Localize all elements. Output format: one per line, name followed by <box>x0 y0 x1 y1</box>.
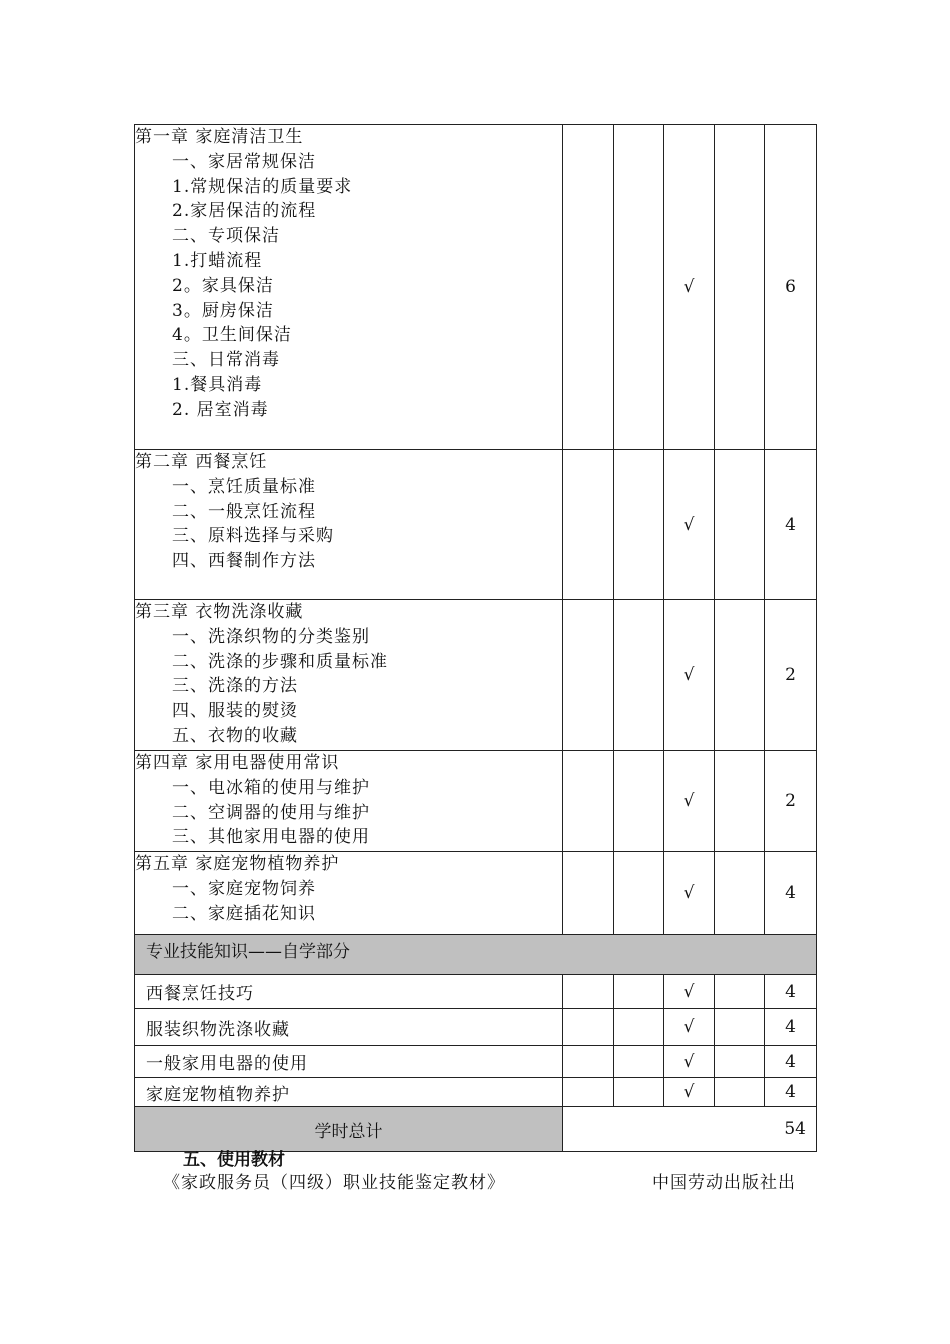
chapter-item: 2。家具保洁 <box>172 275 274 296</box>
chapter-title: 第五章 家庭宠物植物养护 <box>135 854 340 874</box>
chapter-item: 三、洗涤的方法 <box>172 676 298 697</box>
chapter-row <box>135 751 817 852</box>
hours-value: 6 <box>765 125 817 450</box>
chapter-item: 二、专项保洁 <box>172 226 280 247</box>
hours-value: 4 <box>765 450 817 600</box>
chapter-item: 五、衣物的收藏 <box>172 725 298 746</box>
hours-value: 4 <box>765 1078 817 1107</box>
chapter-content <box>135 852 563 935</box>
empty-cell <box>563 1046 614 1078</box>
chapter-item: 三、日常消毒 <box>172 350 280 371</box>
empty-cell <box>715 600 765 751</box>
check-mark: √ <box>664 450 715 600</box>
empty-cell <box>715 450 765 600</box>
chapter-title: 第二章 西餐烹饪 <box>135 452 268 472</box>
empty-cell <box>563 975 614 1009</box>
chapter-title: 第一章 家庭清洁卫生 <box>135 127 304 147</box>
chapter-content <box>135 600 563 751</box>
check-mark: √ <box>664 852 715 935</box>
chapter-row <box>135 450 817 600</box>
chapter-title: 第四章 家用电器使用常识 <box>135 753 340 773</box>
empty-cell <box>715 975 765 1009</box>
check-mark: √ <box>664 1009 715 1046</box>
empty-cell <box>614 1046 664 1078</box>
total-label: 学时总计 <box>135 1107 563 1152</box>
chapter-item: 3。厨房保洁 <box>172 300 274 321</box>
empty-cell <box>563 751 614 852</box>
chapter-item: 一、电冰箱的使用与维护 <box>172 777 370 798</box>
chapter-item: 4。卫生间保洁 <box>172 325 292 346</box>
check-mark: √ <box>664 125 715 450</box>
empty-cell <box>614 1009 664 1046</box>
section-heading-textbook: 五、使用教材 <box>183 1150 285 1170</box>
empty-cell <box>614 125 664 450</box>
chapter-content <box>135 450 563 600</box>
syllabus-table <box>134 124 817 1152</box>
empty-cell <box>614 852 664 935</box>
check-mark: √ <box>664 751 715 852</box>
empty-cell <box>614 600 664 751</box>
chapter-item: 一、家庭宠物饲养 <box>172 878 316 899</box>
chapter-item: 1.餐具消毒 <box>172 374 263 395</box>
self-study-header-row <box>135 935 817 975</box>
empty-cell <box>563 1009 614 1046</box>
empty-cell <box>563 450 614 600</box>
chapter-item: 2. 居室消毒 <box>172 399 269 420</box>
hours-value: 4 <box>765 975 817 1009</box>
check-mark: √ <box>664 1046 715 1078</box>
chapter-item: 1.常规保洁的质量要求 <box>172 176 353 197</box>
chapter-item: 一、烹饪质量标准 <box>172 476 316 497</box>
chapter-item: 2.家居保洁的流程 <box>172 201 317 222</box>
textbook-publisher: 中国劳动出版社出 <box>652 1173 796 1193</box>
empty-cell <box>715 1078 765 1107</box>
self-study-row <box>135 1078 817 1107</box>
check-mark: √ <box>664 975 715 1009</box>
self-study-topic: 一般家用电器的使用 <box>135 1046 563 1078</box>
hours-value: 4 <box>765 1046 817 1078</box>
chapter-item: 二、一般烹饪流程 <box>172 501 316 522</box>
self-study-row <box>135 1046 817 1078</box>
empty-cell <box>614 450 664 600</box>
empty-cell <box>614 751 664 852</box>
self-study-topic: 家庭宠物植物养护 <box>135 1078 563 1107</box>
empty-cell <box>563 1078 614 1107</box>
chapter-title: 第三章 衣物洗涤收藏 <box>135 602 304 622</box>
chapter-row <box>135 125 817 450</box>
empty-cell <box>563 852 614 935</box>
chapter-item: 二、洗涤的步骤和质量标准 <box>172 651 388 672</box>
chapter-item: 一、家居常规保洁 <box>172 151 316 172</box>
chapter-item: 四、西餐制作方法 <box>172 551 316 572</box>
chapter-item: 二、家庭插花知识 <box>172 903 316 924</box>
empty-cell <box>715 1046 765 1078</box>
empty-cell <box>614 975 664 1009</box>
empty-cell <box>563 600 614 751</box>
chapter-item: 三、其他家用电器的使用 <box>172 827 370 848</box>
chapter-content <box>135 125 563 450</box>
hours-value: 2 <box>765 751 817 852</box>
chapter-item: 四、服装的熨烫 <box>172 701 298 722</box>
self-study-header: 专业技能知识——自学部分 <box>135 935 817 975</box>
chapter-content <box>135 751 563 852</box>
self-study-topic: 西餐烹饪技巧 <box>135 975 563 1009</box>
empty-cell <box>715 751 765 852</box>
total-value: 54 <box>563 1107 817 1152</box>
empty-cell <box>614 1078 664 1107</box>
chapter-item: 二、空调器的使用与维护 <box>172 802 370 823</box>
chapter-item: 三、原料选择与采购 <box>172 526 334 547</box>
chapter-item: 1.打蜡流程 <box>172 250 263 271</box>
check-mark: √ <box>664 1078 715 1107</box>
empty-cell <box>715 852 765 935</box>
chapter-row <box>135 600 817 751</box>
chapter-item: 一、洗涤织物的分类鉴别 <box>172 626 370 647</box>
check-mark: √ <box>664 600 715 751</box>
hours-value: 4 <box>765 852 817 935</box>
empty-cell <box>563 125 614 450</box>
chapter-row <box>135 852 817 935</box>
self-study-topic: 服装织物洗涤收藏 <box>135 1009 563 1046</box>
textbook-title: 《家政服务员（四级）职业技能鉴定教材》 <box>163 1173 505 1193</box>
hours-value: 2 <box>765 600 817 751</box>
empty-cell <box>715 125 765 450</box>
self-study-row <box>135 975 817 1009</box>
self-study-row <box>135 1009 817 1046</box>
empty-cell <box>715 1009 765 1046</box>
hours-value: 4 <box>765 1009 817 1046</box>
